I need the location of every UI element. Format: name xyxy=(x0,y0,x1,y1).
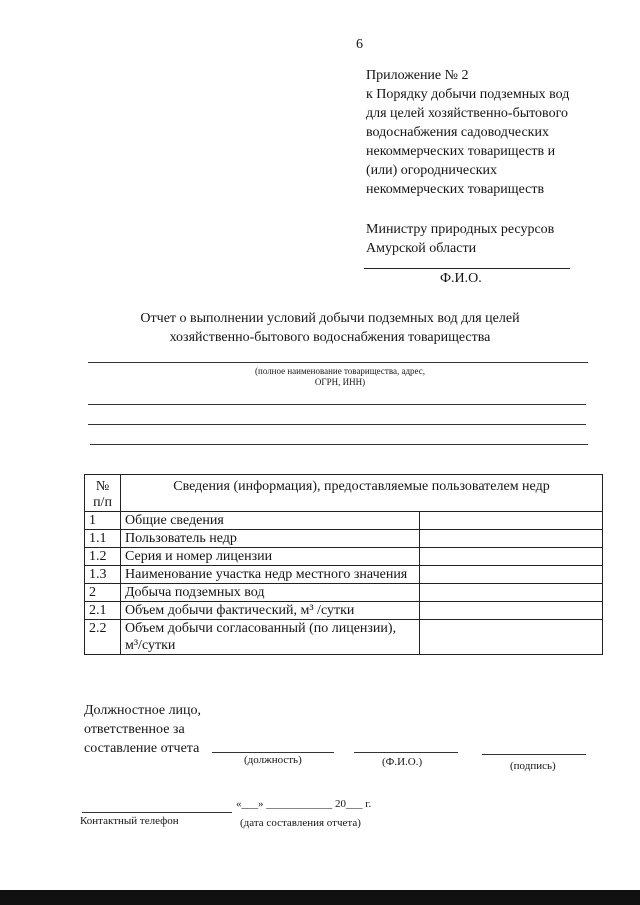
table-row xyxy=(85,530,603,548)
row-value xyxy=(420,602,603,620)
row-label: Добыча подземных вод xyxy=(121,584,420,602)
info-table xyxy=(84,474,603,655)
partnership-note-line: ОГРН, ИНН) xyxy=(314,377,366,387)
row-label: Пользователь недр xyxy=(121,530,420,548)
addressee-fio-underline xyxy=(364,268,570,269)
appendix-line: некоммерческих товариществ и xyxy=(366,144,556,159)
table-row xyxy=(85,512,603,530)
header-num-text: № xyxy=(95,479,110,494)
signature-block xyxy=(84,701,201,758)
report-title-line: хозяйственно-бытового водоснабжения товарищества xyxy=(169,330,491,345)
signature-label-line: составление отчета xyxy=(84,741,200,756)
appendix-line: к Порядку добычи подземных вод xyxy=(366,87,570,102)
signature-label-line: Должностное лицо, xyxy=(84,703,202,718)
row-num: 2 xyxy=(85,584,121,602)
scan-bottom-edge xyxy=(0,890,640,905)
header-num-text: п/п xyxy=(93,495,112,510)
row-label: Наименование участка недр местного значения xyxy=(121,566,420,584)
row-value xyxy=(420,566,603,584)
table-row xyxy=(85,620,603,655)
table-row xyxy=(85,566,603,584)
partnership-name-line xyxy=(88,362,588,363)
phone-caption: Контактный телефон xyxy=(80,815,179,827)
fill-line xyxy=(88,404,586,405)
addressee-line: Министру природных ресурсов xyxy=(366,222,555,237)
table-header-info: Сведения (информация), предоставляемые пользователем недр xyxy=(121,475,603,512)
appendix-line: Приложение № 2 xyxy=(366,68,469,83)
table-header-num xyxy=(85,475,121,512)
row-num: 1 xyxy=(85,512,121,530)
fill-line xyxy=(88,424,586,425)
addressee-fio-label: Ф.И.О. xyxy=(440,271,482,286)
fill-line xyxy=(90,444,588,445)
row-value xyxy=(420,584,603,602)
row-value xyxy=(420,620,603,655)
signature-line xyxy=(482,754,586,755)
addressee xyxy=(366,220,554,258)
phone-line xyxy=(82,812,232,813)
table-row xyxy=(85,548,603,566)
row-value xyxy=(420,548,603,566)
appendix-line: (или) огороднических xyxy=(366,163,498,178)
date-caption: (дата составления отчета) xyxy=(240,817,361,829)
position-caption: (должность) xyxy=(244,754,302,766)
fio-caption: (Ф.И.О.) xyxy=(382,756,423,768)
row-value xyxy=(420,512,603,530)
fio-line xyxy=(354,752,458,753)
appendix-header xyxy=(366,66,616,199)
signature-label-line: ответственное за xyxy=(84,722,185,737)
row-num: 2.1 xyxy=(85,602,121,620)
table-row xyxy=(85,602,603,620)
partnership-note xyxy=(200,366,480,388)
row-label: Объем добычи согласованный (по лицензии), м³/сутки xyxy=(121,620,420,655)
report-title-line: Отчет о выполнении условий добычи подземных вод для целей xyxy=(140,311,520,326)
table-header-row xyxy=(85,475,603,512)
page-number: 6 xyxy=(356,37,363,52)
row-label: Общие сведения xyxy=(121,512,420,530)
partnership-note-line: (полное наименование товарищества, адрес, xyxy=(255,366,425,376)
date-field: «___» ____________ 20___ г. xyxy=(236,798,372,810)
appendix-line: водоснабжения садоводческих xyxy=(366,125,549,140)
report-title xyxy=(100,309,560,347)
row-num: 1.1 xyxy=(85,530,121,548)
appendix-line: для целей хозяйственно-бытового xyxy=(366,106,568,121)
row-num: 1.2 xyxy=(85,548,121,566)
row-num: 2.2 xyxy=(85,620,121,655)
signature-caption: (подпись) xyxy=(510,760,556,772)
row-label: Объем добычи фактический, м³ /сутки xyxy=(121,602,420,620)
addressee-line: Амурской области xyxy=(366,241,477,256)
position-line xyxy=(212,752,334,753)
row-value xyxy=(420,530,603,548)
row-num: 1.3 xyxy=(85,566,121,584)
appendix-line: некоммерческих товариществ xyxy=(366,182,545,197)
table-row xyxy=(85,584,603,602)
row-label: Серия и номер лицензии xyxy=(121,548,420,566)
